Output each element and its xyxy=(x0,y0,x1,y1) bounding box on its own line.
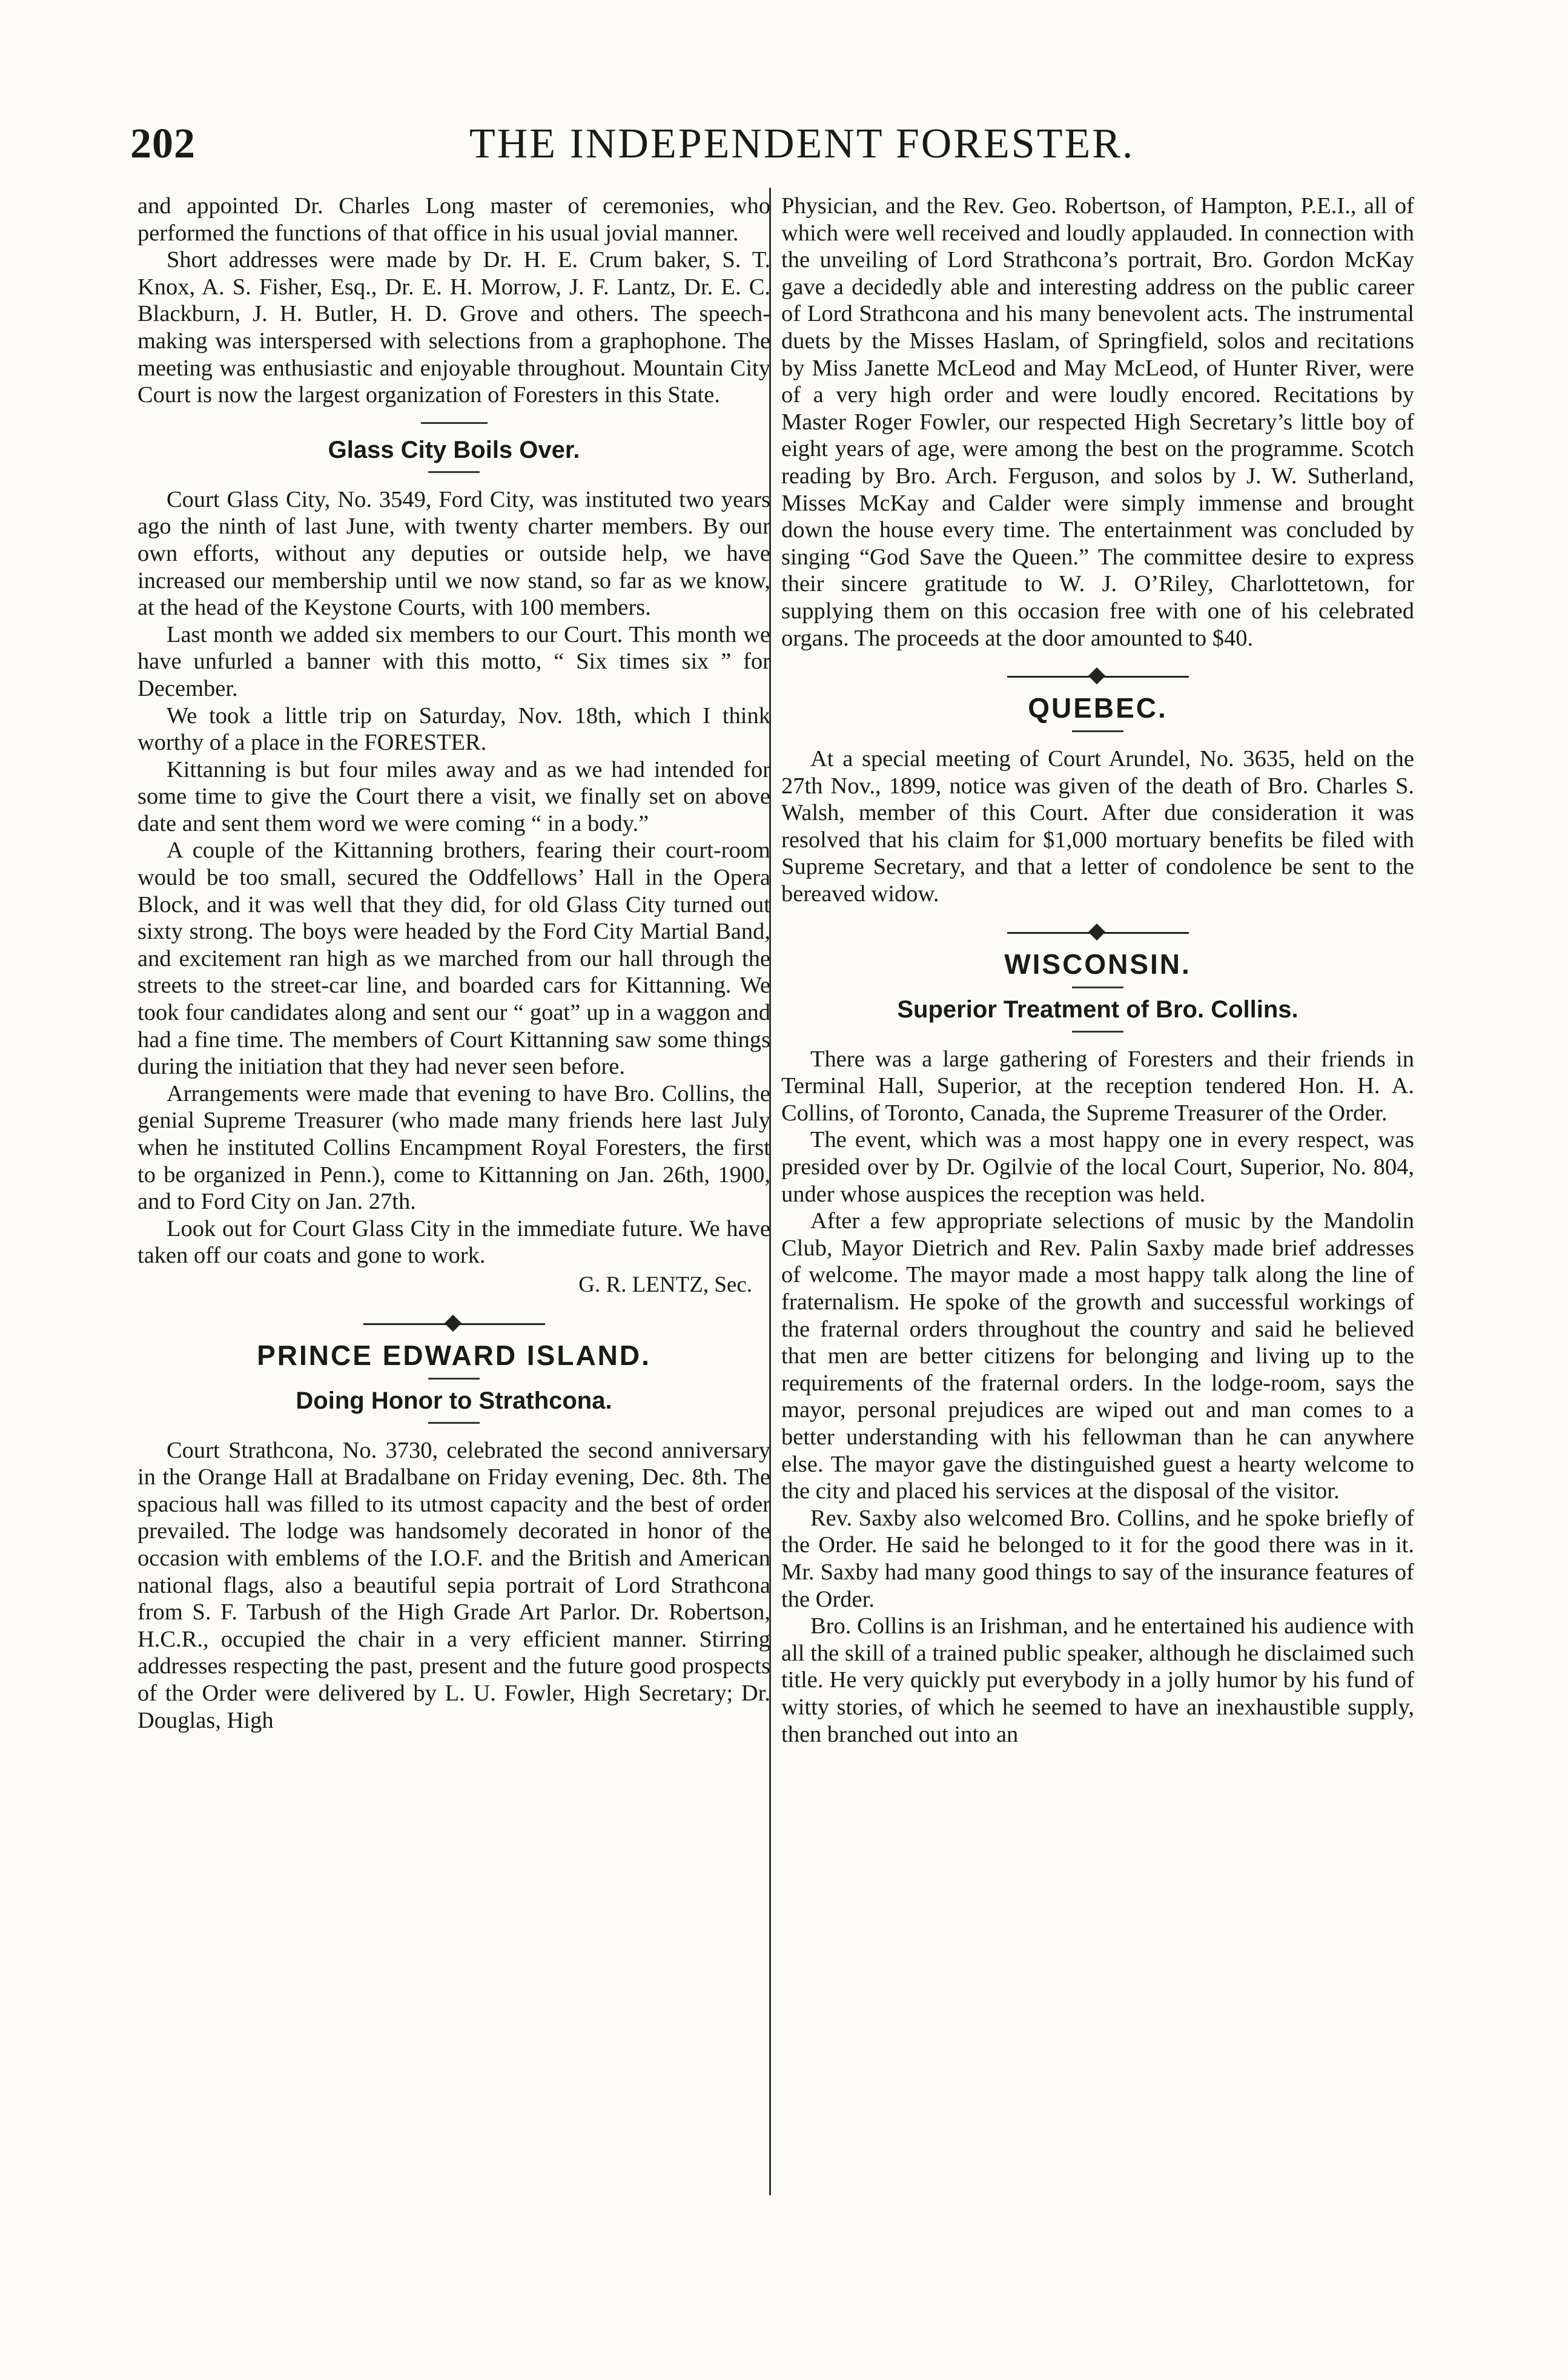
ornament-divider xyxy=(1007,926,1189,939)
paragraph: Last month we added six members to our Court. This month we have unfurled a banner with this motto, “ Six times six ” for December. xyxy=(137,621,770,701)
subtitle-wisconsin: Superior Treatment of Bro. Collins. xyxy=(897,996,1298,1023)
paragraph: Kittanning is but four miles away and as we had intended for some time to give the Court there a visit, we finally set on above date and sent them word we were coming “ in a body.” xyxy=(137,756,770,836)
paragraph: Arrangements were made that evening to have Bro. Collins, the genial Supreme Treasurer (who made many friends here last July when he instituted Collins Encampment Royal Foresters, the first to be organized in Penn.), come to Kittanning on Jan. 26th, 1900, and to Ford City on Jan. 27th. xyxy=(137,1080,770,1215)
ornament-divider xyxy=(1007,670,1189,683)
paragraph: After a few appropriate selections of music by the Mandolin Club, Mayor Dietrich and Rev. Palin Saxby made brief addresses of welcome. The mayor made a most happy talk along the line of fraternalism. He spoke of the growth and successful workings of the fraternal orders throughout the country and said he believed that men are better citizens for belonging and living up to the requirements of the fraternal orders. In the lodge-room, says the mayor, personal prejudices are wiped out and man comes to a better understanding with his fellowman than he can anywhere else. The mayor gave the distinguished guest a hearty welcome to the city and placed his services at the disposal of the visitor. xyxy=(781,1208,1414,1504)
section-title-pei: PRINCE EDWARD ISLAND. xyxy=(257,1339,651,1371)
paragraph: Short addresses were made by Dr. H. E. Crum baker, S. T. Knox, A. S. Fisher, Esq., Dr. E. H. Morrow, J. F. Lantz, Dr. E. C. Blackburn, J. H. Butler, H. D. Grove and others. The speech-making was interspersed with selections from a graphophone. The meeting was enthusiastic and enjoyable throughout. Mountain City Court is now the largest organization of Foresters in this State. xyxy=(137,247,770,408)
divider xyxy=(1072,987,1123,988)
signature: G. R. LENTZ, Sec. xyxy=(578,1272,752,1297)
divider xyxy=(421,422,488,424)
divider xyxy=(428,1378,480,1380)
page-number: 202 xyxy=(130,121,196,167)
page-header xyxy=(130,114,1432,180)
paragraph: Look out for Court Glass City in the immediate future. We have taken off our coats and gone to work. xyxy=(137,1215,770,1269)
running-title: THE INDEPENDENT FORESTER. xyxy=(469,121,1135,167)
subtitle-pei: Doing Honor to Strathcona. xyxy=(296,1387,612,1414)
paragraph: A couple of the Kittanning brothers, fearing their court-room would be too small, secured the Oddfellows’ Hall in the Opera Block, and it was well that they did, for old Glass City turned out sixty strong. The boys were headed by the Ford City Martial Band, and excitement ran high as we marched from our hall through the streets to the street-car line, and boarded cars for Kittanning. We took four candidates along and sent our “ goat” up in a waggon and had a fine time. The members of Court Kittanning saw some things during the initiation that they had never seen before. xyxy=(137,838,770,1080)
section-title-glass-city: Glass City Boils Over. xyxy=(328,436,580,463)
divider xyxy=(1072,1031,1123,1033)
divider xyxy=(428,471,480,473)
paragraph: Physician, and the Rev. Geo. Robertson, of Hampton, P.E.I., all of which were well received and loudly applauded. In connection with the unveiling of Lord Strathcona’s portrait, Bro. Gordon McKay gave a decidedly able and interesting address on the public career of Lord Strathcona and his many benevolent acts. The instrumental duets by the Misses Haslam, of Springfield, solos and recitations by Miss Janette McLeod and May McLeod, of Hunter River, were of a very high order and were loudly encored. Recitations by Master Roger Fowler, our respected High Secretary’s little boy of eight years of age, were among the best on the programme. Scotch reading by Bro. Arch. Ferguson, and solos by J. W. Sutherland, Misses McKay and Calder were simply immense and brought down the house every time. The entertainment was concluded by singing “God Save the Queen.” The committee desire to express their sincere gratitude to W. J. O’Riley, Charlottetown, for supplying them on this occasion free with one of his celebrated organs. The proceeds at the door amounted to $40. xyxy=(781,193,1414,651)
paragraph: There was a large gathering of Foresters and their friends in Terminal Hall, Superior, at the reception tendered Hon. H. A. Collins, of Toronto, Canada, the Supreme Treasurer of the Order. xyxy=(781,1046,1414,1126)
section-title-quebec: QUEBEC. xyxy=(1028,692,1168,724)
divider xyxy=(428,1422,480,1424)
paragraph: Court Strathcona, No. 3730, celebrated the second anniversary in the Orange Hall at Bradalbane on Friday evening, Dec. 8th. The spacious hall was filled to its utmost capacity and the best of order prevailed. The lodge was handsomely decorated in honor of the occasion with emblems of the I.O.F. and the British and American national flags, also a beautiful sepia portrait of Lord Strathcona from S. F. Tarbush of the High Grade Art Parlor. Dr. Robertson, H.C.R., occupied the chair in a very efficient manner. Stirring addresses respecting the past, present and the future good prospects of the Order were delivered by L. U. Fowler, High Secretary; Dr. Douglas, High xyxy=(137,1437,770,1733)
paragraph: Court Glass City, No. 3549, Ford City, was instituted two years ago the ninth of last June, with twenty charter members. By our own efforts, without any deputies or outside help, we have increased our membership until we now stand, so far as we know, at the head of the Keystone Courts, with 100 members. xyxy=(137,486,770,621)
right-column xyxy=(781,193,1414,1748)
section-title-wisconsin: WISCONSIN. xyxy=(1004,948,1191,980)
paragraph: The event, which was a most happy one in every respect, was presided over by Dr. Ogilvie of the local Court, Superior, No. 804, under whose auspices the reception was held. xyxy=(781,1127,1414,1207)
left-column xyxy=(137,193,770,1734)
paragraph: We took a little trip on Saturday, Nov. 18th, which I think worthy of a place in the FORESTER. xyxy=(137,702,770,756)
ornament-divider xyxy=(363,1317,545,1330)
paragraph: Rev. Saxby also welcomed Bro. Collins, and he spoke briefly of the Order. He said he belonged to it for the good there was in it. Mr. Saxby had many good things to say of the insurance features of the Order. xyxy=(781,1505,1414,1612)
paragraph: At a special meeting of Court Arundel, No. 3635, held on the 27th Nov., 1899, notice was given of the death of Bro. Charles S. Walsh, member of this Court. After due consideration it was resolved that his claim for $1,000 mortuary benefits be filed with Supreme Secretary, and that a letter of condolence be sent to the bereaved widow. xyxy=(781,746,1414,907)
paragraph: and appointed Dr. Charles Long master of ceremonies, who performed the functions of that office in his usual jovial manner. xyxy=(137,193,770,246)
paragraph: Bro. Collins is an Irishman, and he entertained his audience with all the skill of a trained public speaker, although he disclaimed such title. He very quickly put everybody in a jolly humor by his fund of witty stories, of which he seemed to have an inexhaustible supply, then branched out into an xyxy=(781,1613,1414,1747)
divider xyxy=(1072,730,1123,732)
